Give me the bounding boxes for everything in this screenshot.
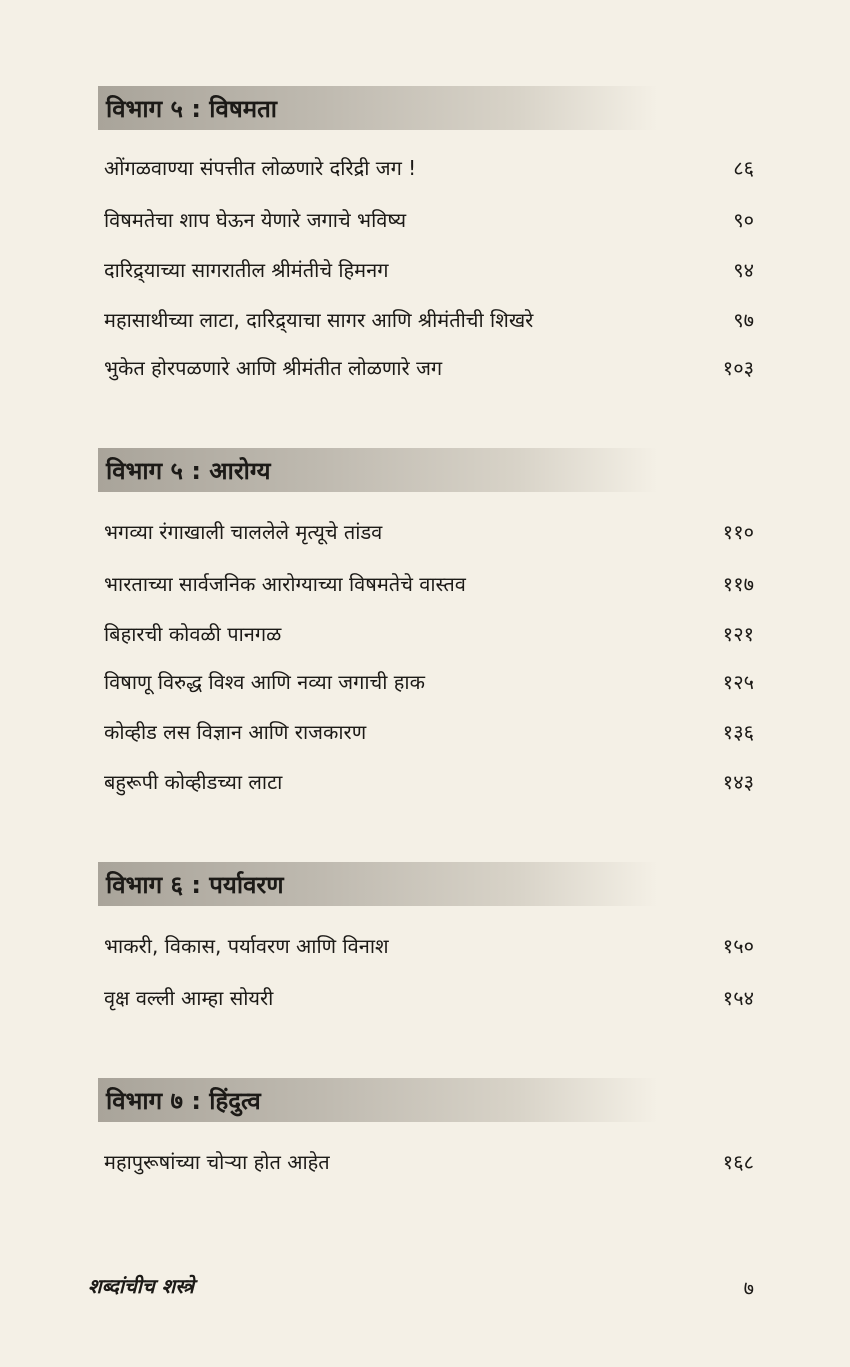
toc-entry[interactable]: [0, 306, 850, 346]
toc-entry[interactable]: [0, 206, 850, 246]
toc-entry[interactable]: [0, 620, 850, 660]
toc-section: [0, 862, 850, 906]
entry-title: दारिद्र्याच्या सागरातील श्रीमंतीचे हिमनग: [104, 258, 389, 282]
toc-entry[interactable]: [0, 518, 850, 558]
section-header: [98, 862, 658, 906]
toc-entry[interactable]: [0, 932, 850, 972]
entry-page: १२५: [722, 670, 754, 694]
section-header: [98, 448, 658, 492]
entry-title: भाकरी, विकास, पर्यावरण आणि विनाश: [104, 934, 389, 958]
toc-entry[interactable]: [0, 354, 850, 394]
entry-title: महासाथीच्या लाटा, दारिद्र्याचा सागर आणि श्रीमंतीची शिखरे: [104, 308, 534, 332]
entry-page: ११७: [722, 572, 754, 596]
entry-page: ८६: [733, 156, 754, 180]
entry-page: १५०: [722, 934, 754, 958]
toc-entry[interactable]: [0, 718, 850, 758]
toc-entry[interactable]: [0, 768, 850, 808]
entry-title: भुकेत होरपळणारे आणि श्रीमंतीत लोळणारे जग: [104, 356, 443, 380]
entry-title: भगव्या रंगाखाली चाललेले मृत्यूचे तांडव: [104, 520, 383, 544]
footer-book-title: शब्दांचीच शस्त्रे: [88, 1274, 195, 1298]
toc-entry[interactable]: [0, 256, 850, 296]
entry-title: विषाणू विरुद्ध विश्व आणि नव्या जगाची हाक: [104, 670, 425, 694]
entry-page: १६८: [722, 1150, 754, 1174]
section-header: [98, 1078, 658, 1122]
entry-page: १२१: [722, 622, 754, 646]
footer-page-number: ७: [743, 1276, 754, 1300]
toc-section: [0, 86, 850, 130]
entry-page: ११०: [722, 520, 754, 544]
entry-page: १०३: [722, 356, 754, 380]
entry-title: भारताच्या सार्वजनिक आरोग्याच्या विषमतेचे वास्तव: [104, 572, 466, 596]
toc-entry[interactable]: [0, 984, 850, 1024]
entry-page: ९७: [733, 308, 754, 332]
toc-entry[interactable]: [0, 154, 850, 194]
section-title: विभाग ७ : हिंदुत्व: [106, 1087, 261, 1115]
toc-entry[interactable]: [0, 668, 850, 708]
entry-title: विषमतेचा शाप घेऊन येणारे जगाचे भविष्य: [104, 208, 407, 232]
toc-entry[interactable]: [0, 1148, 850, 1188]
entry-page: १५४: [722, 986, 754, 1010]
toc-section: [0, 1078, 850, 1122]
section-title: विभाग ५ : आरोग्य: [106, 457, 271, 485]
entry-page: ९४: [733, 258, 754, 282]
entry-page: ९०: [733, 208, 754, 232]
entry-title: बहुरूपी कोव्हीडच्या लाटा: [104, 770, 283, 794]
entry-title: कोव्हीड लस विज्ञान आणि राजकारण: [104, 720, 367, 744]
entry-title: बिहारची कोवळी पानगळ: [104, 622, 282, 646]
entry-page: १३६: [722, 720, 754, 744]
section-title: विभाग ६ : पर्यावरण: [106, 871, 284, 899]
entry-title: ओंगळवाण्या संपत्तीत लोळणारे दरिद्री जग !: [104, 156, 417, 180]
entry-title: महापुरूषांच्या चोऱ्या होत आहेत: [104, 1150, 330, 1174]
entry-page: १४३: [722, 770, 754, 794]
section-title: विभाग ५ : विषमता: [106, 95, 277, 123]
toc-entry[interactable]: [0, 570, 850, 610]
entry-title: वृक्ष वल्ली आम्हा सोयरी: [104, 986, 274, 1010]
section-header: [98, 86, 658, 130]
toc-section: [0, 448, 850, 492]
